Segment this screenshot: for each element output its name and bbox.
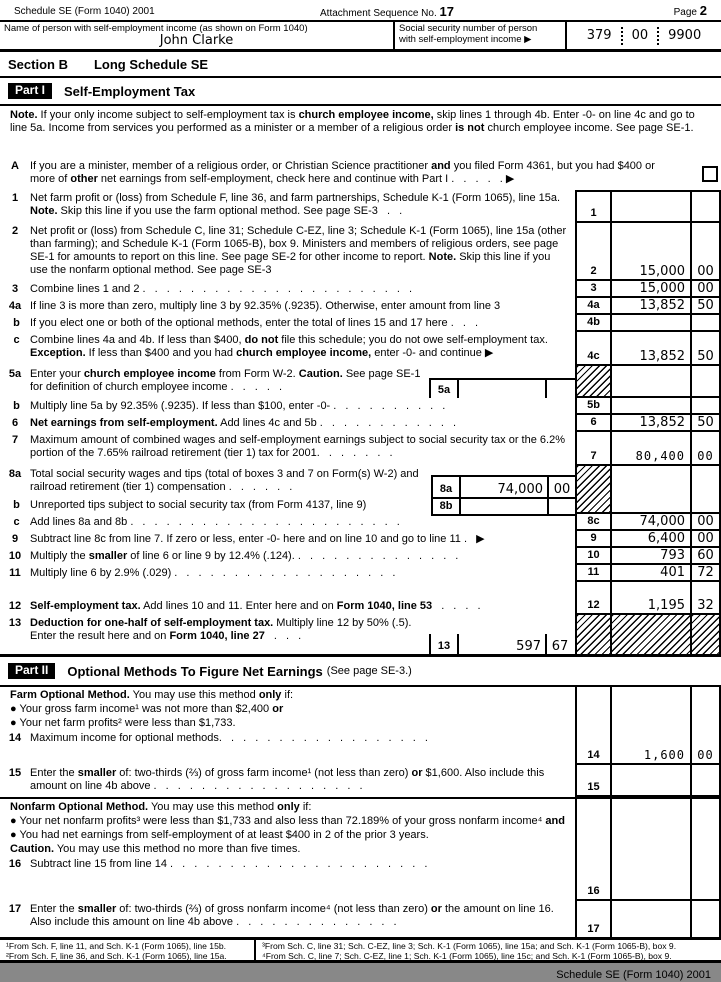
- line-4b-number: 4b: [575, 315, 612, 330]
- line-4c-row: [0, 332, 721, 366]
- line-12-dollars[interactable]: 1,195: [647, 598, 685, 613]
- line-6-ln: 6: [11, 417, 19, 429]
- ssn-serial[interactable]: 9900: [668, 28, 702, 43]
- line-12-ln: 12: [8, 600, 22, 612]
- footnotes: [0, 937, 721, 963]
- ssn-divider: [657, 27, 659, 45]
- line-17-row: [0, 901, 721, 937]
- line-8a-ln: 8a: [8, 468, 22, 480]
- line-11-row: [0, 565, 721, 582]
- footnote-2: ²From Sch. F, line 36, and Sch. K-1 (Form 1065), line 15a.: [6, 951, 227, 961]
- line-11-cents[interactable]: 72: [690, 565, 721, 580]
- line-10-cents[interactable]: 60: [690, 548, 721, 563]
- line-14-cents[interactable]: 00: [690, 687, 721, 763]
- line-5b-number: 5b: [575, 398, 612, 413]
- line-8ab-hatched-cell: [575, 466, 612, 512]
- line-14-row: [0, 687, 721, 765]
- line-5b-text: Multiply line 5a by 92.35% (.9235). If less than $100, enter -0- . . . . . . . . . .: [30, 400, 446, 412]
- line-7-ln: 7: [11, 434, 19, 446]
- line-6-number: 6: [575, 415, 612, 430]
- form-id: Schedule SE (Form 1040) 2001: [14, 6, 155, 17]
- line-4b-cents[interactable]: [690, 315, 721, 330]
- line-8c-ln: c: [10, 516, 20, 528]
- line-5a-text: Enter your church employee income from Form W-2. Caution. See page SE-1 for definition of church employee income . . . . .: [30, 368, 421, 393]
- line-6-dollars[interactable]: 13,852: [639, 415, 685, 430]
- attachment-number: 17: [439, 4, 454, 19]
- line-8c-number: 8c: [575, 514, 612, 529]
- line-1-row: [0, 190, 721, 223]
- part-2-badge: Part II: [8, 663, 55, 679]
- nonfarm-bullet-2: ● You had net earnings from self-employment of at least $400 in 2 of the prior 3 years.: [10, 829, 429, 841]
- line-4a-ln: 4a: [8, 300, 22, 312]
- line-7-text: Maximum amount of combined wages and self-employment earnings subject to social security tax or the 6.2% portion of the 7.65% railroad retirement (tier 1) tax for 2001. . . . . . .: [30, 434, 565, 459]
- line-5a-ln: 5a: [8, 368, 22, 380]
- line-17-dollars[interactable]: [612, 901, 690, 937]
- part-2-title: Optional Methods To Figure Net Earnings: [67, 663, 323, 679]
- line-8a-cents[interactable]: 00: [547, 477, 575, 497]
- line-8a-text: Total social security wages and tips (total of boxes 3 and 7 on Form(s) W-2) and railroad retirement (tier 1) compensation . . . . . .: [30, 468, 419, 493]
- line-8b-box-number: 8b: [431, 494, 461, 514]
- line-5a-dollars[interactable]: [459, 380, 545, 398]
- line-7-dollars[interactable]: 80,400: [635, 449, 685, 463]
- form-header: [0, 0, 721, 22]
- line-10-ln: 10: [8, 550, 22, 562]
- line-14-number: 14: [575, 687, 612, 763]
- ssn-group[interactable]: 00: [631, 28, 649, 43]
- footnote-4: ⁴From Sch. C, line 7; Sch. C-EZ, line 1; Sch. K-1 (Form 1065), line 15c; and Sch. K-1 (Form 1065-B), box 9.: [262, 951, 672, 961]
- line-3-text: Combine lines 1 and 2 . . . . . . . . . . . . . . . . . . . . . . .: [30, 283, 413, 295]
- line-4a-dollars[interactable]: 13,852: [639, 298, 685, 313]
- line-3-ln: 3: [11, 283, 19, 295]
- line-8b-cents[interactable]: [547, 494, 575, 514]
- line-5a-entry-box: [429, 378, 575, 398]
- line-3-cents[interactable]: 00: [690, 281, 721, 296]
- line-5b-dollars[interactable]: [612, 398, 690, 413]
- line-6-cents[interactable]: 50: [690, 415, 721, 430]
- line-8c-dollars[interactable]: 74,000: [639, 514, 685, 529]
- line-17-text: Enter the smaller of: two-thirds (⅔) of gross nonfarm income⁴ (not less than zero) or the amount on line 16. Also include this amount on line 4b above . . . . . . . . . . . . . .: [30, 903, 554, 928]
- line-4b-ln: b: [10, 317, 20, 329]
- line-16-cents[interactable]: [690, 799, 721, 899]
- part-1-title: Self-Employment Tax: [64, 83, 196, 99]
- line-14-dollars[interactable]: 1,600: [643, 748, 685, 762]
- line-6-text: Net earnings from self-employment. Add lines 4c and 5b . . . . . . . . . . . .: [30, 417, 457, 429]
- line-5a-row: [0, 366, 721, 398]
- line-13-text: Deduction for one-half of self-employment tax. Multiply line 12 by 50% (.5). Enter the result here and on Form 1040, line 27 . . .: [30, 617, 412, 642]
- line-4a-number: 4a: [575, 298, 612, 313]
- name-label: Name of person with self-employment income (as shown on Form 1040): [4, 23, 308, 34]
- line-4b-dollars[interactable]: [612, 315, 690, 330]
- line-8b-text: Unreported tips subject to social security tax (from Form 4137, line 9): [30, 499, 367, 511]
- line-1-ln: 1: [11, 192, 19, 204]
- page-indicator: Page 2: [673, 3, 707, 18]
- line-13-dollars[interactable]: 597: [516, 639, 541, 654]
- line-10-dollars[interactable]: 793: [660, 548, 685, 563]
- farm-bullet-2: ● Your net farm profits² were less than $1,733.: [10, 717, 236, 729]
- ssn-label: Social security number of person with self-employment income ▶: [395, 22, 567, 49]
- line-15-cents[interactable]: [690, 765, 721, 795]
- line-1-number: 1: [575, 192, 612, 221]
- line-4c-dollars[interactable]: 13,852: [639, 349, 685, 364]
- line-10-text: Multiply the smaller of line 6 or line 9 by 12.4% (.124). . . . . . . . . . . . . . .: [30, 550, 459, 562]
- line-11-dollars[interactable]: 401: [660, 565, 685, 580]
- line-16-dollars[interactable]: [612, 799, 690, 899]
- line-14-text: Maximum income for optional methods. . . . . . . . . . . . . . . . . .: [30, 732, 428, 744]
- line-5b-ln: b: [10, 400, 20, 412]
- line-4a-text: If line 3 is more than zero, multiply line 3 by 92.35% (.9235). Otherwise, enter amount from line 3: [30, 300, 501, 312]
- line-17-number: 17: [575, 901, 612, 937]
- line-8ab-blank-cents: [690, 466, 721, 512]
- line-15-text: Enter the smaller of: two-thirds (⅔) of gross farm income¹ (not less than zero) or $1,600. Also include this amount on line 4b above . . . . . . . . . . . . . . . . . .: [30, 767, 545, 792]
- line-4a-cents[interactable]: 50: [690, 298, 721, 313]
- line-5a-blank-cents: [690, 366, 721, 396]
- line-12-row: [0, 582, 721, 615]
- line-5b-cents[interactable]: [690, 398, 721, 413]
- line-10-row: [0, 548, 721, 565]
- line-4c-text: Combine lines 4a and 4b. If less than $400, do not file this schedule; you do not owe self-employment tax. Exception. If less than $400 and you had church employee income, enter -0- and continue ▶: [30, 334, 548, 359]
- line-8b-entry-box: [431, 494, 575, 516]
- footnote-3: ³From Sch. C, line 31; Sch. C-EZ, line 3; Sch. K-1 (Form 1065), line 15a; and Sch. K-1 (Form 1065-B), box 9.: [262, 941, 677, 951]
- line-8ab-blank-dollars: [612, 466, 690, 512]
- line-13-row: [0, 615, 721, 657]
- line-16-number: 16: [575, 799, 612, 899]
- farm-bullet-1: ● Your gross farm income¹ was not more than $2,400 or: [10, 703, 284, 715]
- line-9-ln: 9: [11, 533, 19, 545]
- line-6-row: [0, 415, 721, 432]
- line-17-cents[interactable]: [690, 901, 721, 937]
- line-14-ln: 14: [8, 732, 22, 744]
- part-1-header: [0, 78, 721, 106]
- line-4b-row: [0, 315, 721, 332]
- line-8c-cents[interactable]: 00: [690, 514, 721, 529]
- line-4a-row: [0, 298, 721, 315]
- page-footer: Schedule SE (Form 1040) 2001: [556, 969, 711, 981]
- line-13-hatched-cents: [690, 615, 721, 654]
- nonfarm-bullet-1: ● Your net nonfarm profits³ were less than $1,733 and also less than 72.189% of your gross nonfarm income⁴ and: [10, 815, 565, 827]
- ssn-value[interactable]: [567, 22, 721, 49]
- line-13-box-number: 13: [429, 634, 459, 654]
- name-ssn-row: [0, 22, 721, 52]
- line-a-number: A: [11, 160, 19, 172]
- part-2-title-suffix: (See page SE-3.): [326, 664, 412, 677]
- line-15-number: 15: [575, 765, 612, 795]
- line-8a-dollars[interactable]: 74,000: [497, 482, 543, 497]
- line-12-cents[interactable]: 32: [690, 582, 721, 613]
- ssn-divider: [621, 27, 623, 45]
- line-a-row: [0, 158, 721, 190]
- line-5a-cents[interactable]: [545, 380, 573, 398]
- line-13-hatched-dollars: [612, 615, 690, 654]
- line-8b-dollars[interactable]: [461, 494, 547, 514]
- line-11-text: Multiply line 6 by 2.9% (.029) . . . . . . . . . . . . . . . . . . .: [30, 567, 396, 579]
- line-13-hatched-number: [575, 615, 612, 654]
- line-15-ln: 15: [8, 767, 22, 779]
- line-2-number: 2: [575, 223, 612, 279]
- line-2-row: [0, 223, 721, 281]
- line-9-text: Subtract line 8c from line 7. If zero or less, enter -0- here and on line 10 and go to line 11 . ▶: [30, 533, 485, 545]
- part-1-badge: Part I: [8, 83, 52, 99]
- line-11-ln: 11: [9, 567, 21, 579]
- line-13-entry-box: [429, 634, 575, 654]
- line-17-ln: 17: [8, 903, 22, 915]
- line-4c-number: 4c: [575, 332, 612, 364]
- line-7-number: 7: [575, 432, 612, 464]
- line-5a-blank-dollars: [612, 366, 690, 396]
- line-5a-box-number: 5a: [429, 380, 459, 398]
- line-12-number: 12: [575, 582, 612, 613]
- line-9-row: [0, 531, 721, 548]
- line-16-text: Subtract line 15 from line 14 . . . . . . . . . . . . . . . . . . . . . .: [30, 858, 428, 870]
- line-9-cents[interactable]: 00: [690, 531, 721, 546]
- line-8c-text: Add lines 8a and 8b . . . . . . . . . . . . . . . . . . . . . . .: [30, 516, 400, 528]
- line-9-dollars[interactable]: 6,400: [647, 531, 685, 546]
- line-4b-text: If you elect one or both of the optional methods, enter the total of lines 15 and 17 here . . .: [30, 317, 479, 329]
- line-5b-row: [0, 398, 721, 415]
- line-8b-ln: b: [10, 499, 20, 511]
- line-15-row: [0, 765, 721, 797]
- ssn-area[interactable]: 379: [586, 28, 612, 43]
- line-12-text: Self-employment tax. Add lines 10 and 11. Enter here and on Form 1040, line 53 . . . .: [30, 600, 481, 612]
- section-b-title: Section B Long Schedule SE: [0, 52, 721, 78]
- line-10-number: 10: [575, 548, 612, 563]
- name-value[interactable]: John Clarke: [159, 33, 234, 48]
- line-a-checkbox[interactable]: [702, 166, 718, 182]
- line-5a-hatched-cell: [575, 366, 612, 396]
- line-16-row: [0, 797, 721, 901]
- line-8ab-row: [0, 466, 721, 514]
- line-16-ln: 16: [8, 858, 22, 870]
- line-7-row: [0, 432, 721, 466]
- line-1-cents[interactable]: [690, 192, 721, 221]
- line-a-text: If you are a minister, member of a religious order, or Christian Science practitioner and you filed Form 4361, but you had $400 or more of other net earnings from self-employment, check here and continue with Part I . . . . . ▶: [30, 160, 655, 185]
- line-8a-box-number: 8a: [431, 477, 461, 497]
- footnote-1: ¹From Sch. F, line 11, and Sch. K-1 (Form 1065), line 15b.: [6, 941, 227, 951]
- line-9-number: 9: [575, 531, 612, 546]
- line-3-number: 3: [575, 281, 612, 296]
- part-2-header: [0, 657, 721, 687]
- attachment-sequence: Attachment Sequence No. 17: [320, 4, 454, 19]
- nonfarm-method-header: Nonfarm Optional Method. You may use this method only if:: [10, 801, 312, 813]
- farm-method-header: Farm Optional Method. You may use this method only if:: [10, 689, 294, 701]
- line-11-number: 11: [575, 565, 612, 580]
- line-2-text: Net profit or (loss) from Schedule C, line 31; Schedule C-EZ, line 3; Schedule K-1 (Form 1065), line 15a (other than farming); and Schedule K-1 (Form 1065-B), box 9. Ministers and members of religious orders, see page SE-1 for amounts to report on this line. See page SE-2 for other income to report. Note. Skip this line if you use the nonfarm optional method. See page SE-3: [30, 225, 567, 276]
- line-2-ln: 2: [11, 225, 19, 237]
- line-13-cents[interactable]: 67: [545, 634, 573, 654]
- line-3-row: [0, 281, 721, 298]
- nonfarm-caution: Caution. You may use this method no more than five times.: [10, 843, 301, 855]
- note-paragraph: Note. If your only income subject to self-employment tax is church employee income, skip lines 1 through 4b. Enter -0- on line 4c and go to line 5a. Income from services you performed as a minister or a member of a religious order is not church employee income. See page SE-1.: [10, 109, 695, 134]
- line-3-dollars[interactable]: 15,000: [639, 281, 685, 296]
- line-2-dollars[interactable]: 15,000: [639, 264, 685, 279]
- line-1-dollars[interactable]: [612, 192, 690, 221]
- line-15-dollars[interactable]: [612, 765, 690, 795]
- line-4c-cents[interactable]: 50: [690, 332, 721, 364]
- line-8c-row: [0, 514, 721, 531]
- page-number: 2: [699, 3, 707, 18]
- name-cell: [0, 22, 395, 49]
- line-7-cents[interactable]: 00: [690, 432, 721, 464]
- line-2-cents[interactable]: 00: [690, 223, 721, 279]
- line-13-ln: 13: [8, 617, 22, 629]
- line-4c-ln: c: [10, 334, 20, 346]
- line-1-text: Net farm profit or (loss) from Schedule F, line 36, and farm partnerships, Schedule K-1 (Form 1065), line 15a. Note. Skip this line if you use the farm optional method. See page SE-3 . .: [30, 192, 561, 217]
